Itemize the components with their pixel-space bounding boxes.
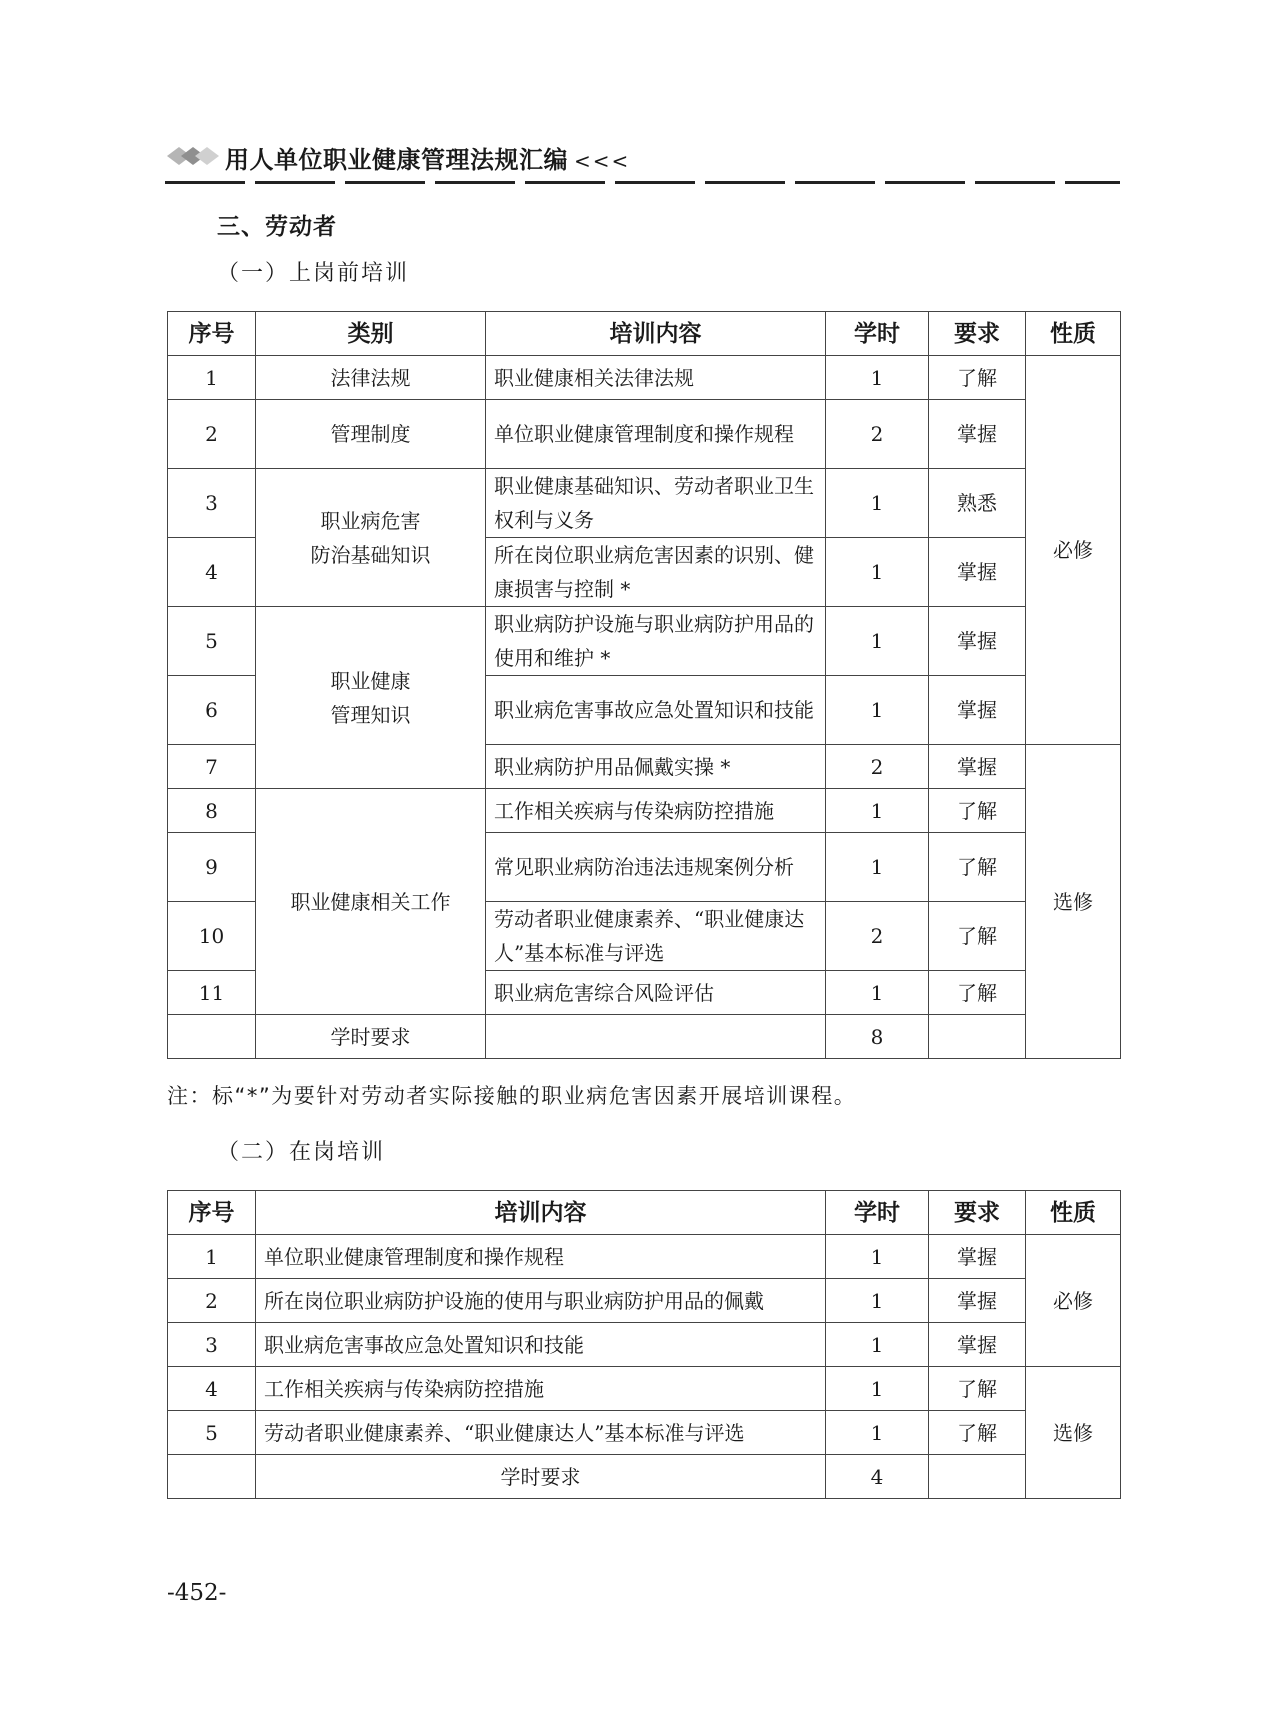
page-number: -452- — [167, 1580, 227, 1606]
row-no: 2 — [168, 400, 256, 469]
table-row — [168, 607, 1121, 676]
requirement-cell: 掌握 — [929, 676, 1026, 745]
content-cell: 职业病危害综合风险评估 — [486, 971, 826, 1015]
col-header-content: 培训内容 — [486, 312, 826, 356]
row-no: 3 — [168, 469, 256, 538]
hours-cell: 2 — [826, 400, 929, 469]
col-header-requirement: 要求 — [929, 1191, 1026, 1235]
content-cell: 工作相关疾病与传染病防控措施 — [486, 789, 826, 833]
nature-cell-required: 必修 — [1026, 1235, 1121, 1367]
content-cell: 所在岗位职业病危害因素的识别、健康损害与控制 * — [486, 538, 826, 607]
category-cell — [256, 469, 486, 607]
hours-cell: 1 — [826, 469, 929, 538]
total-label: 学时要求 — [256, 1015, 486, 1059]
header-arrows: <<< — [574, 149, 631, 173]
category-cell: 法律法规 — [256, 356, 486, 400]
nature-cell-elective: 选修 — [1026, 745, 1121, 1059]
table-row — [168, 1279, 1121, 1323]
content-cell: 职业病危害事故应急处置知识和技能 — [486, 676, 826, 745]
requirement-cell: 掌握 — [929, 538, 1026, 607]
content-cell: 单位职业健康管理制度和操作规程 — [486, 400, 826, 469]
hours-cell: 1 — [826, 833, 929, 902]
pre-job-training-heading: （一）上岗前培训 — [217, 261, 410, 286]
total-hours: 4 — [826, 1455, 929, 1499]
col-header-category: 类别 — [256, 312, 486, 356]
col-header-nature: 性质 — [1026, 312, 1121, 356]
book-title: 用人单位职业健康管理法规汇编 <<< — [225, 145, 631, 174]
col-header-hours: 学时 — [826, 1191, 929, 1235]
row-no: 7 — [168, 745, 256, 789]
nature-cell-required: 必修 — [1026, 356, 1121, 745]
total-row — [168, 1455, 1121, 1499]
col-header-content: 培训内容 — [256, 1191, 826, 1235]
requirement-cell: 了解 — [929, 971, 1026, 1015]
requirement-cell: 了解 — [929, 902, 1026, 971]
content-cell: 劳动者职业健康素养、“职业健康达人”基本标准与评选 — [486, 902, 826, 971]
requirement-cell: 掌握 — [929, 745, 1026, 789]
empty-cell — [486, 1015, 826, 1059]
total-row — [168, 1015, 1121, 1059]
requirement-cell: 掌握 — [929, 400, 1026, 469]
row-no: 10 — [168, 902, 256, 971]
row-no: 5 — [168, 607, 256, 676]
diamond-logo-icon — [165, 144, 225, 168]
total-hours: 8 — [826, 1015, 929, 1059]
hours-cell: 1 — [826, 1279, 929, 1323]
requirement-cell: 了解 — [929, 789, 1026, 833]
requirement-cell: 了解 — [929, 1367, 1026, 1411]
table-header-row — [168, 1191, 1121, 1235]
col-header-no: 序号 — [168, 312, 256, 356]
hours-cell: 1 — [826, 607, 929, 676]
content-cell: 职业病危害事故应急处置知识和技能 — [256, 1323, 826, 1367]
content-cell: 职业健康基础知识、劳动者职业卫生权利与义务 — [486, 469, 826, 538]
category-cell: 职业健康相关工作 — [256, 789, 486, 1015]
hours-cell: 1 — [826, 971, 929, 1015]
pre-job-training-table — [167, 311, 1121, 1059]
requirement-cell: 掌握 — [929, 1235, 1026, 1279]
table-row — [168, 356, 1121, 400]
hours-cell: 1 — [826, 356, 929, 400]
content-cell: 所在岗位职业病防护设施的使用与职业病防护用品的佩戴 — [256, 1279, 826, 1323]
category-line: 职业病危害 — [320, 508, 421, 533]
requirement-cell: 掌握 — [929, 1279, 1026, 1323]
requirement-cell: 了解 — [929, 1411, 1026, 1455]
content-cell: 职业病防护设施与职业病防护用品的使用和维护 * — [486, 607, 826, 676]
hours-cell: 1 — [826, 1323, 929, 1367]
col-header-no: 序号 — [168, 1191, 256, 1235]
row-no: 3 — [168, 1323, 256, 1367]
content-cell: 劳动者职业健康素养、“职业健康达人”基本标准与评选 — [256, 1411, 826, 1455]
content-cell: 工作相关疾病与传染病防控措施 — [256, 1367, 826, 1411]
row-no: 2 — [168, 1279, 256, 1323]
category-line: 职业健康 — [330, 668, 411, 693]
hours-cell: 2 — [826, 902, 929, 971]
row-no: 9 — [168, 833, 256, 902]
content-cell: 单位职业健康管理制度和操作规程 — [256, 1235, 826, 1279]
running-header — [165, 138, 1120, 188]
empty-cell — [168, 1455, 256, 1499]
requirement-cell: 了解 — [929, 833, 1026, 902]
on-job-training-table — [167, 1190, 1121, 1499]
row-no: 11 — [168, 971, 256, 1015]
row-no: 6 — [168, 676, 256, 745]
header-dashed-rule — [165, 181, 1120, 184]
hours-cell: 1 — [826, 538, 929, 607]
table-header-row — [168, 312, 1121, 356]
row-no: 1 — [168, 1235, 256, 1279]
hours-cell: 1 — [826, 1411, 929, 1455]
section-heading: 三、劳动者 — [217, 214, 337, 240]
row-no: 4 — [168, 538, 256, 607]
content-cell: 职业病防护用品佩戴实操 * — [486, 745, 826, 789]
table-row — [168, 469, 1121, 538]
table-row — [168, 1323, 1121, 1367]
content-cell: 职业健康相关法律法规 — [486, 356, 826, 400]
col-header-requirement: 要求 — [929, 312, 1026, 356]
table-row — [168, 1411, 1121, 1455]
on-job-training-heading: （二）在岗培训 — [217, 1140, 386, 1165]
requirement-cell: 了解 — [929, 356, 1026, 400]
category-line: 防治基础知识 — [310, 542, 431, 567]
row-no: 5 — [168, 1411, 256, 1455]
table-row — [168, 400, 1121, 469]
table-row — [168, 789, 1121, 833]
category-line: 管理知识 — [330, 702, 411, 727]
hours-cell: 1 — [826, 1235, 929, 1279]
table-note: 注：标“*”为要针对劳动者实际接触的职业病危害因素开展培训课程。 — [167, 1084, 857, 1108]
category-cell — [256, 607, 486, 789]
requirement-cell: 熟悉 — [929, 469, 1026, 538]
hours-cell: 2 — [826, 745, 929, 789]
row-no: 4 — [168, 1367, 256, 1411]
content-cell: 常见职业病防治违法违规案例分析 — [486, 833, 826, 902]
col-header-nature: 性质 — [1026, 1191, 1121, 1235]
hours-cell: 1 — [826, 676, 929, 745]
nature-cell-elective: 选修 — [1026, 1367, 1121, 1499]
empty-cell — [929, 1015, 1026, 1059]
total-label: 学时要求 — [256, 1455, 826, 1499]
requirement-cell: 掌握 — [929, 607, 1026, 676]
row-no: 1 — [168, 356, 256, 400]
table-row — [168, 1367, 1121, 1411]
requirement-cell: 掌握 — [929, 1323, 1026, 1367]
hours-cell: 1 — [826, 789, 929, 833]
row-no: 8 — [168, 789, 256, 833]
hours-cell: 1 — [826, 1367, 929, 1411]
empty-cell — [929, 1455, 1026, 1499]
empty-cell — [168, 1015, 256, 1059]
col-header-hours: 学时 — [826, 312, 929, 356]
category-cell: 管理制度 — [256, 400, 486, 469]
table-row — [168, 1235, 1121, 1279]
